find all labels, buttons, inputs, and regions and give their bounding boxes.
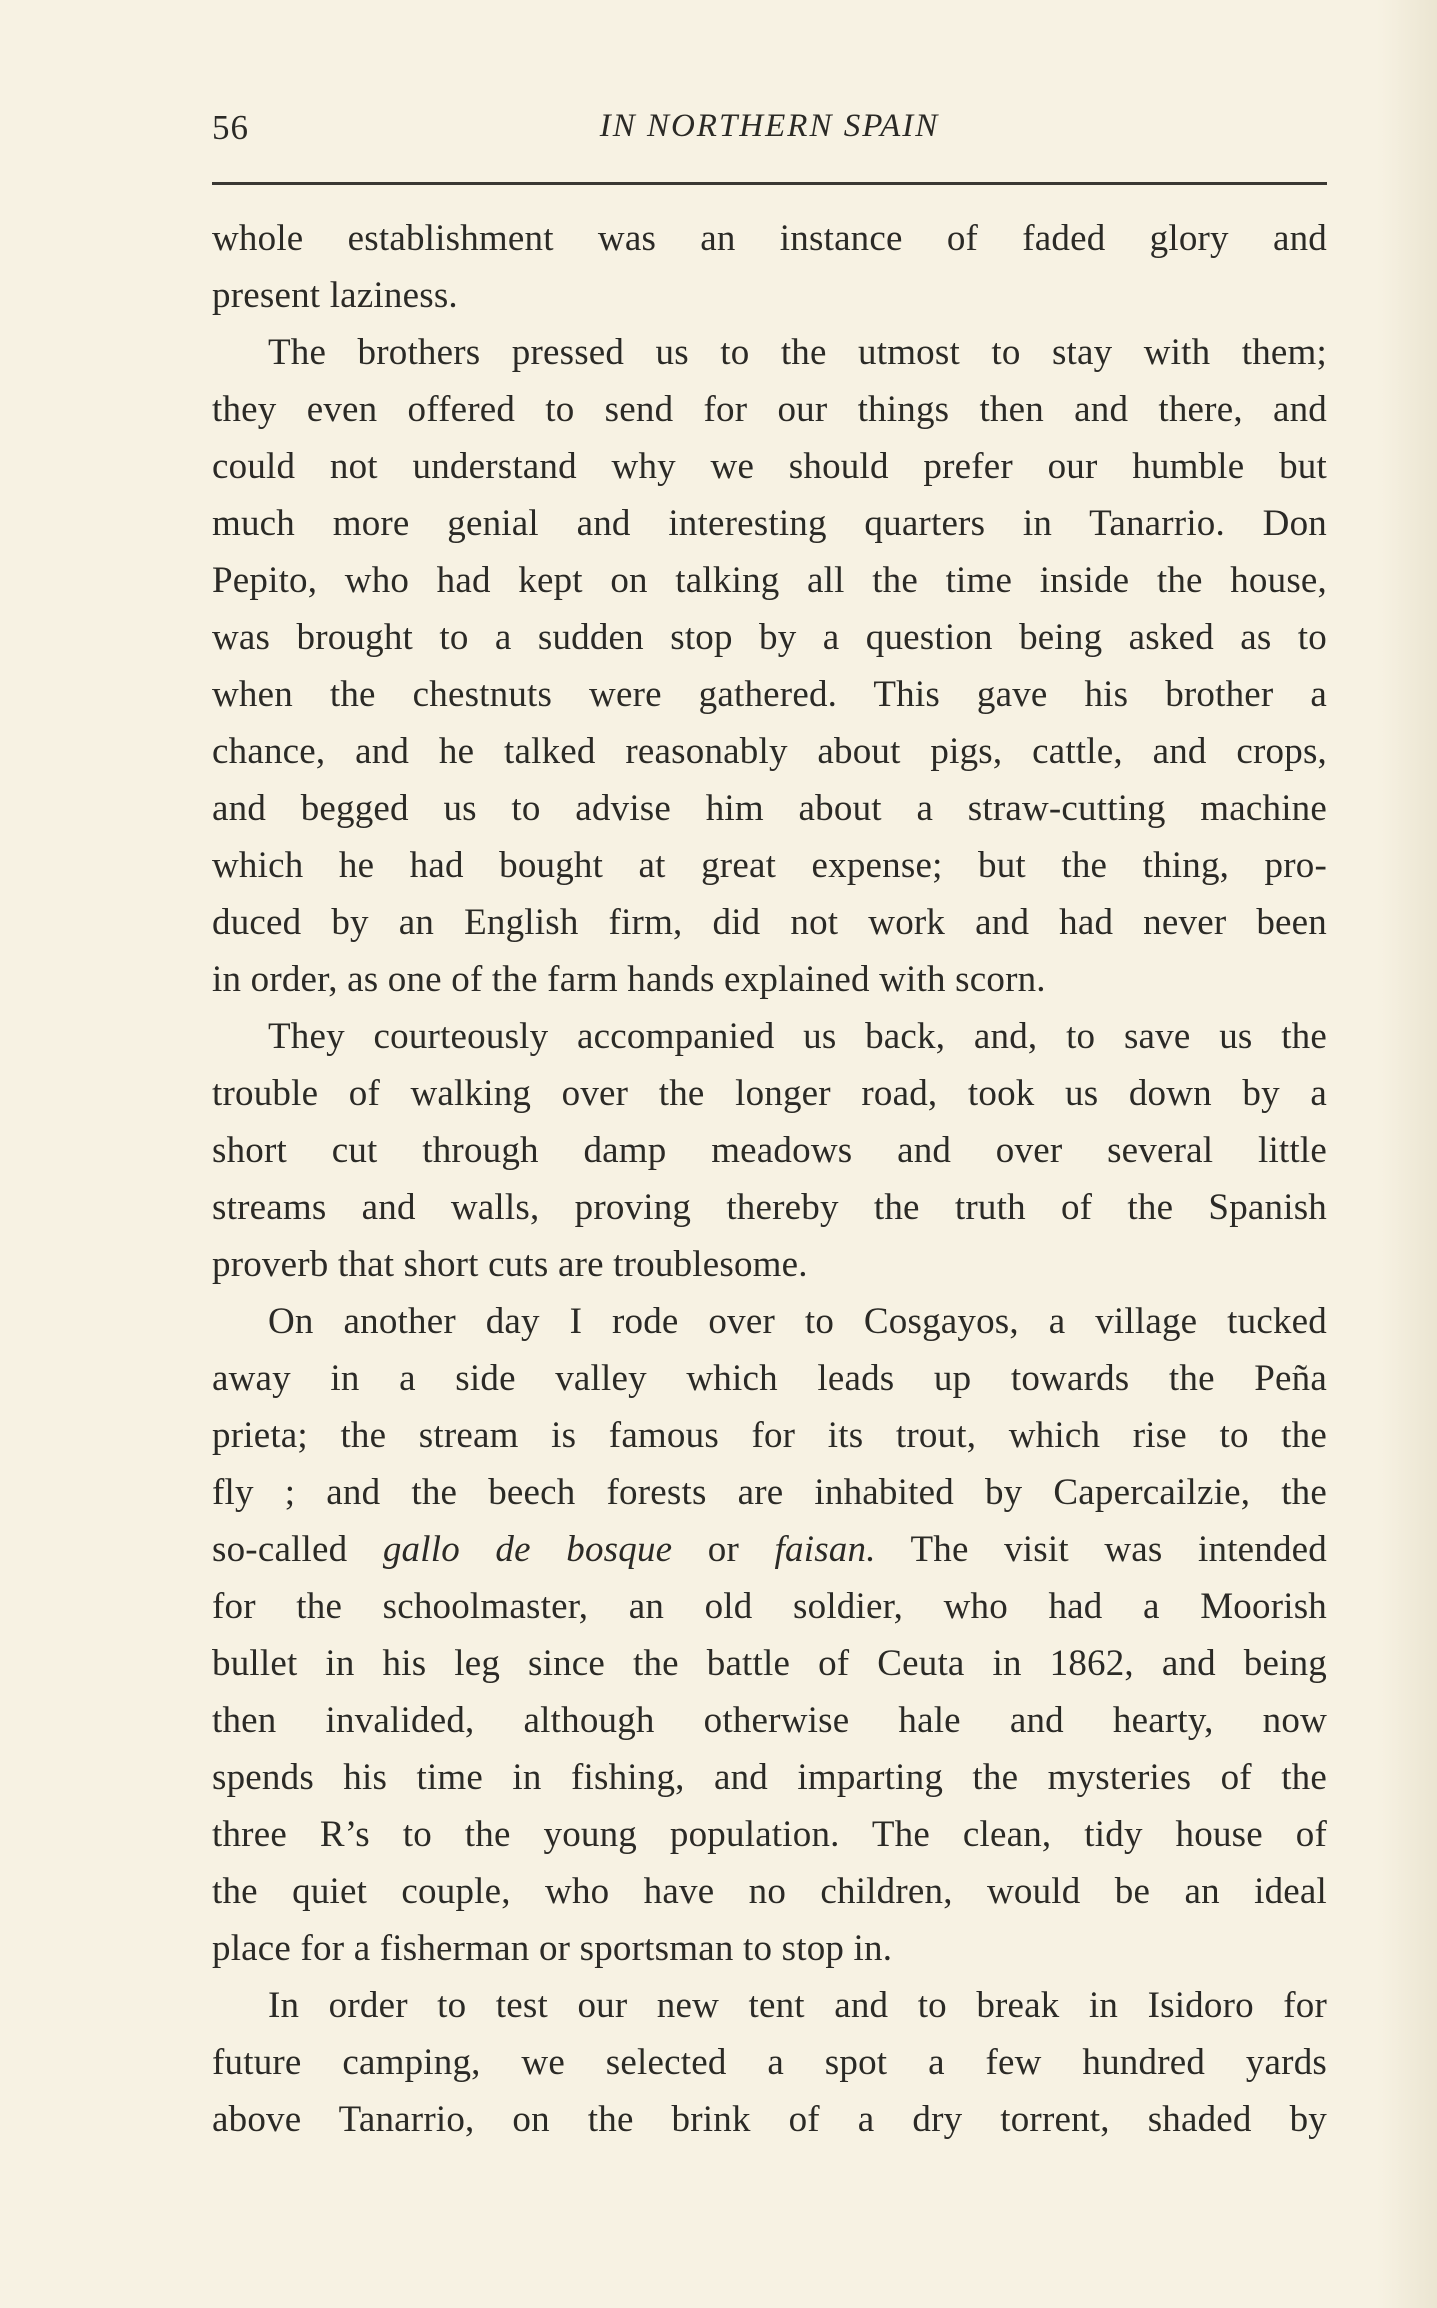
text-line: chance, and he talked reasonably about pigs, cattle, and crops, bbox=[212, 731, 1327, 772]
text-line: duced by an English firm, did not work and had never been bbox=[212, 902, 1327, 943]
text-line: away in a side valley which leads up towards the Peña bbox=[212, 1358, 1327, 1399]
page-number: 56 bbox=[212, 108, 249, 147]
text-line: above Tanarrio, on the brink of a dry torrent, shaded by bbox=[212, 2099, 1327, 2140]
text-line: much more genial and interesting quarters in Tanarrio. Don bbox=[212, 503, 1327, 544]
text-line-with-italics bbox=[212, 1521, 1327, 1578]
italic-phrase: gallo de bosque bbox=[382, 1529, 673, 1570]
text-span: so-called bbox=[212, 1529, 383, 1570]
text-line: bullet in his leg since the battle of Ceuta in 1862, and being bbox=[212, 1643, 1327, 1684]
text-line: the quiet couple, who have no children, would be an ideal bbox=[212, 1871, 1327, 1912]
text-line: whole establishment was an instance of faded glory and bbox=[212, 218, 1327, 259]
text-line: and begged us to advise him about a straw-cutting machine bbox=[212, 788, 1327, 829]
page-edge-shadow bbox=[1377, 0, 1437, 2308]
text-line: proverb that short cuts are troublesome. bbox=[212, 1244, 808, 1285]
text-line: place for a fisherman or sportsman to stop in. bbox=[212, 1928, 893, 1969]
text-line: was brought to a sudden stop by a question being asked as to bbox=[212, 617, 1327, 658]
italic-phrase: faisan. bbox=[774, 1529, 876, 1570]
text-line: when the chestnuts were gathered. This gave his brother a bbox=[212, 674, 1327, 715]
text-line: present laziness. bbox=[212, 275, 458, 316]
text-line: they even offered to send for our things then and there, and bbox=[212, 389, 1327, 430]
text-line: short cut through damp meadows and over several little bbox=[212, 1130, 1327, 1171]
text-line: The brothers pressed us to the utmost to stay with them; bbox=[268, 332, 1327, 373]
body-text bbox=[212, 210, 1327, 2148]
text-line: then invalided, although otherwise hale and hearty, now bbox=[212, 1700, 1327, 1741]
text-span: or bbox=[672, 1529, 775, 1570]
text-line: three R’s to the young population. The clean, tidy house of bbox=[212, 1814, 1327, 1855]
text-line: On another day I rode over to Cosgayos, a village tucked bbox=[268, 1301, 1327, 1342]
text-line: In order to test our new tent and to break in Isidoro for bbox=[268, 1985, 1327, 2026]
text-line: They courteously accompanied us back, and, to save us the bbox=[268, 1016, 1327, 1057]
text-line: fly ; and the beech forests are inhabited by Capercailzie, the bbox=[212, 1472, 1327, 1513]
text-line: could not understand why we should prefer our humble but bbox=[212, 446, 1327, 487]
text-line: prieta; the stream is famous for its trout, which rise to the bbox=[212, 1415, 1327, 1456]
text-line: for the schoolmaster, an old soldier, who had a Moorish bbox=[212, 1586, 1327, 1627]
header-rule bbox=[212, 182, 1327, 185]
text-line: spends his time in fishing, and imparting the mysteries of the bbox=[212, 1757, 1327, 1798]
text-line: which he had bought at great expense; but the thing, pro- bbox=[212, 845, 1327, 886]
page-header bbox=[212, 108, 1327, 158]
text-span: The visit was intended bbox=[875, 1529, 1328, 1570]
text-line: streams and walls, proving thereby the truth of the Spanish bbox=[212, 1187, 1327, 1228]
text-line: future camping, we selected a spot a few hundred yards bbox=[212, 2042, 1327, 2083]
running-title: IN NORTHERN SPAIN bbox=[599, 108, 940, 144]
text-line: in order, as one of the farm hands explained with scorn. bbox=[212, 959, 1046, 1000]
text-line: trouble of walking over the longer road, took us down by a bbox=[212, 1073, 1327, 1114]
text-line: Pepito, who had kept on talking all the time inside the house, bbox=[212, 560, 1327, 601]
